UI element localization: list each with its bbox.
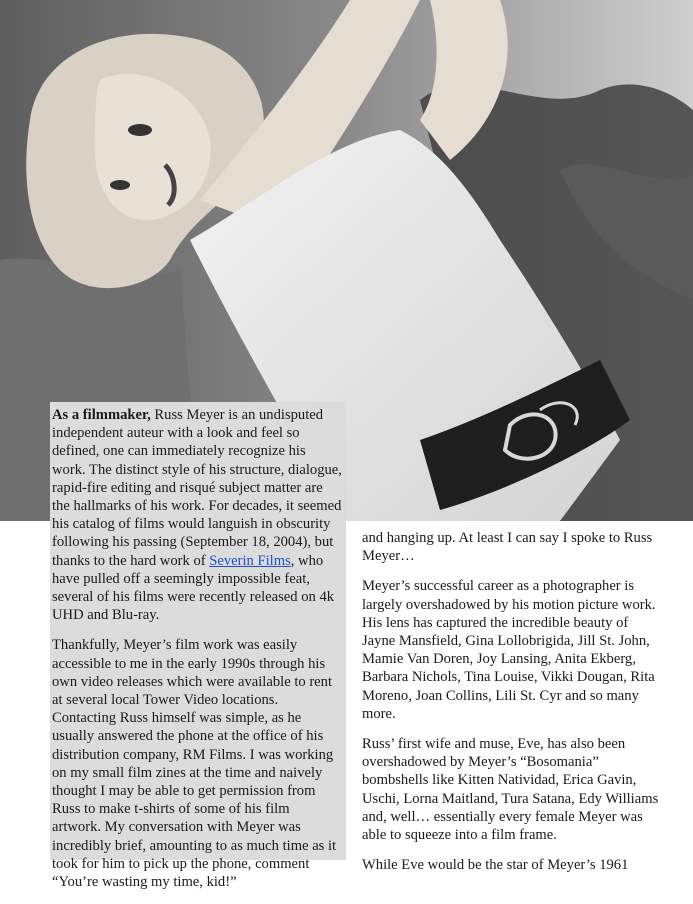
article-paragraph-1: [52, 406, 342, 624]
article-paragraph-6: While Eve would be the star of Meyer’s 1961: [362, 857, 629, 874]
article-paragraph-3: and hanging up. At least I can say I spoke to Russ Meyer…: [362, 530, 653, 565]
article-lead-in: As a filmmaker,: [52, 407, 151, 423]
article-paragraph-5: Russ’ first wife and muse, Eve, has also been overshadowed by Meyer’s “Bosomania” bombshells like Kitten Natividad, Erica Gavin, Uschi, Lorna Maitland, Tura Satana, Edy Williams and, well… essentially every female Meyer was able to squeeze into a film frame.: [362, 736, 659, 844]
article-column-right: [362, 529, 662, 886]
article-paragraph-2: Thankfully, Meyer’s film work was easily accessible to me in the early 1990s through his own video releases which were available to rent at several local Tower Video locations. Contacting Russ himself was simple, as he usually answered the phone at the office of his distribution company, RM Films. I was working on my small film zines at the time and naively thought I may be able to get permission from Russ to make t-shirts of some of his film artwork. My conversation with Meyer was incredibly brief, amounting to as much time as it took for him to pick up the phone, comment “You’re wasting my time, kid!”: [52, 637, 337, 891]
article-paragraph-1-text-b: , who have pulled off a seemingly impossible feat, several of his films were recently released on 4k UHD and Blu-ray.: [52, 552, 335, 624]
article-paragraph-4: Meyer’s successful career as a photographer is largely overshadowed by his motion picture work. His lens has captured the incredible beauty of Jayne Mansfield, Gina Lollobrigida, Jill St. John, Mamie Van Doren, Joy Lansing, Anita Ekberg, Barbara Nichols, Tina Louise, Vikki Dougan, Rita Moreno, Joan Collins, Lili St. Cyr and so many more.: [362, 578, 656, 722]
severin-films-link[interactable]: Severin Films: [209, 552, 291, 569]
article-paragraph-1-text-a: Russ Meyer is an undisputed independent auteur with a look and feel so defined, one can immediately recognize his work. The distinct style of his structure, dialogue, rapid-fire editing and risqué subject matter are the hallmarks of his work. For decades, it seemed his catalog of films would languish in obscurity following his passing (September 18, 2004), but thanks to the hard work of: [52, 407, 342, 569]
article-column-left: [50, 402, 346, 891]
